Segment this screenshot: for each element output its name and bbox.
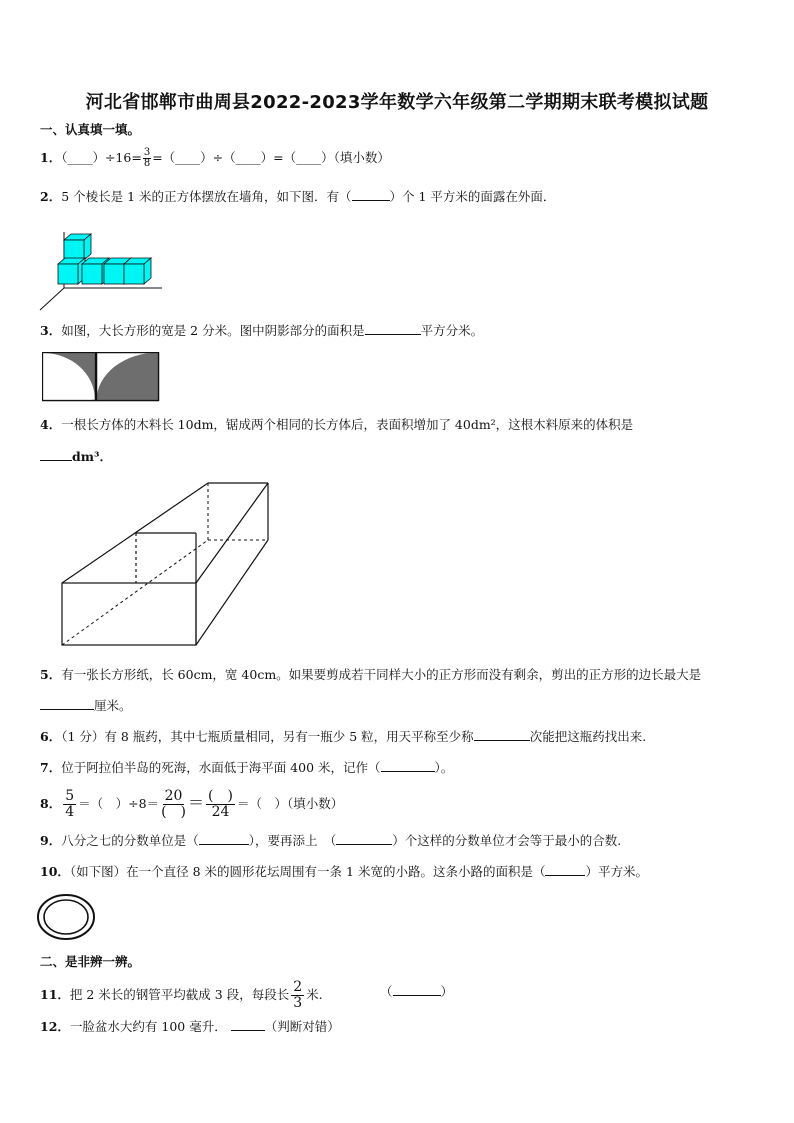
q4-text: 一根长方体的木料长 10dm，锯成两个相同的长方体后，表面积增加了 40dm²，这根木料原来的体积是 <box>61 417 634 432</box>
question-number: 1． <box>40 150 62 165</box>
answer-blank[interactable] <box>545 863 585 876</box>
fraction-numerator: 3 <box>143 147 151 158</box>
answer-blank[interactable] <box>365 322 421 335</box>
question-5 <box>40 666 701 684</box>
question-number: 11． <box>40 987 70 1002</box>
fraction-denominator: 8 <box>143 158 151 169</box>
question-7 <box>40 759 453 777</box>
question-8 <box>40 788 343 820</box>
paren-close: ） <box>440 984 454 999</box>
fraction-denominator: 3 <box>293 995 303 1011</box>
cube-front-face <box>104 264 124 284</box>
cube-front-face <box>58 264 78 284</box>
q5-unit: 厘米。 <box>94 698 132 713</box>
question-11 <box>40 980 323 1011</box>
q8-fraction-1 <box>63 789 76 820</box>
fraction-numerator[interactable]: ( ) <box>208 788 233 804</box>
fraction-numerator: 5 <box>65 788 75 804</box>
question-6 <box>40 728 646 746</box>
q11-text-b: 米. <box>306 987 323 1002</box>
q7-text: 位于阿拉伯半岛的死海，水面低于海平面 400 米，记作（ <box>61 760 381 775</box>
fraction-denominator: 24 <box>211 804 230 820</box>
q8-equals: ＝ <box>188 793 205 812</box>
q8-text-b: ＝（ ）（填小数） <box>236 796 344 811</box>
question-number: 3． <box>40 323 62 338</box>
answer-blank[interactable] <box>199 832 249 845</box>
fraction-denominator: 4 <box>65 804 75 820</box>
fraction-numerator: 20 <box>164 788 183 804</box>
section-2-heading: 二、是非辨一辨。 <box>40 954 141 969</box>
q12-tail: （判断对错） <box>264 1019 340 1034</box>
answer-blank[interactable] <box>40 697 94 710</box>
q1-fraction <box>143 148 151 169</box>
cuboid-diagram <box>58 478 272 650</box>
question-4-line-2 <box>40 448 112 466</box>
question-number: 4． <box>40 417 62 432</box>
question-number: 2． <box>40 189 62 204</box>
answer-blank[interactable] <box>336 832 392 845</box>
shaded-rectangle-diagram <box>42 352 160 402</box>
answer-blank[interactable] <box>474 728 530 741</box>
fraction-numerator: 2 <box>293 979 303 995</box>
page-title: 河北省邯郸市曲周县2022-2023学年数学六年级第二学期期末联考模拟试题 <box>85 92 709 113</box>
answer-blank[interactable] <box>231 1018 265 1031</box>
question-number: 5． <box>40 667 62 682</box>
question-9 <box>40 832 621 850</box>
cube-group <box>58 234 151 284</box>
q7-end: ）。 <box>434 760 454 775</box>
q2-text-b: ）个 1 平方米的面露在外面． <box>389 189 556 204</box>
q11-text-a: 把 2 米长的钢管平均截成 3 段，每段长 <box>69 987 290 1002</box>
question-4 <box>40 416 633 434</box>
q1-text-b: =（____）÷（____）=（____）（填小数） <box>152 150 390 165</box>
q12-text: 一脸盆水大约有 100 毫升． <box>69 1019 227 1034</box>
cube-corner-diagram <box>38 232 162 314</box>
q3-text-b: 平方分米。 <box>420 323 484 338</box>
q2-text-a: 5 个棱长是 1 米的正方体摆放在墙角，如下图．有（ <box>61 189 352 204</box>
answer-blank[interactable] <box>352 188 390 201</box>
q9-text-b: ），要再添上 （ <box>248 833 337 848</box>
answer-blank[interactable] <box>40 448 72 461</box>
paren-open: （ <box>380 984 393 999</box>
question-1 <box>40 148 390 169</box>
fraction-denominator[interactable]: ( ) <box>161 804 186 820</box>
question-10 <box>40 863 648 881</box>
q8-fraction-2 <box>161 789 186 820</box>
q6-text-a: （1 分）有 8 瓶药，其中七瓶质量相同，另有一瓶少 5 粒，用天平称至少称 <box>61 729 474 744</box>
q4-unit: dm³． <box>72 449 112 464</box>
q5-text: 有一张长方形纸，长 60cm，宽 40cm。如果要剪成若干同样大小的正方形而没有剩余，剪出的正方形的边长最大是 <box>61 667 702 682</box>
question-5-line-2 <box>40 697 132 715</box>
q10-text-a: （如下图）在一个直径 8 米的圆形花坛周围有一条 1 米宽的小路。这条小路的面积是（ <box>69 864 546 879</box>
cube-front-face <box>82 264 102 284</box>
cube-front-face <box>124 264 144 284</box>
question-2 <box>40 188 555 206</box>
answer-blank[interactable] <box>393 983 441 996</box>
question-number: 8． <box>40 796 62 811</box>
question-3 <box>40 322 483 340</box>
q8-text-a: ＝（ ）÷8＝ <box>78 796 160 811</box>
q9-text-c: ）个这样的分数单位才会等于最小的合数. <box>392 833 622 848</box>
q10-text-b: ）平方米。 <box>585 864 648 879</box>
q6-text-b: 次能把这瓶药找出来. <box>529 729 647 744</box>
q9-text-a: 八分之七的分数单位是（ <box>61 833 199 848</box>
question-12 <box>40 1018 340 1036</box>
answer-blank[interactable] <box>381 759 435 772</box>
q3-text-a: 如图，大长方形的宽是 2 分米。图中阴影部分的面积是 <box>61 323 365 338</box>
question-number: 7． <box>40 760 62 775</box>
question-11-answer <box>380 983 453 1001</box>
question-number: 9． <box>40 833 62 848</box>
question-number: 6． <box>40 729 62 744</box>
cube-front-face <box>64 240 84 260</box>
question-number: 10． <box>40 864 70 879</box>
q11-fraction <box>291 980 304 1011</box>
question-number: 12． <box>40 1019 70 1034</box>
section-1-heading: 一、认真填一填。 <box>40 122 141 137</box>
q8-fraction-3 <box>206 789 235 820</box>
q1-text-a: （____）÷16= <box>61 150 142 165</box>
ring-path-diagram <box>36 893 98 943</box>
